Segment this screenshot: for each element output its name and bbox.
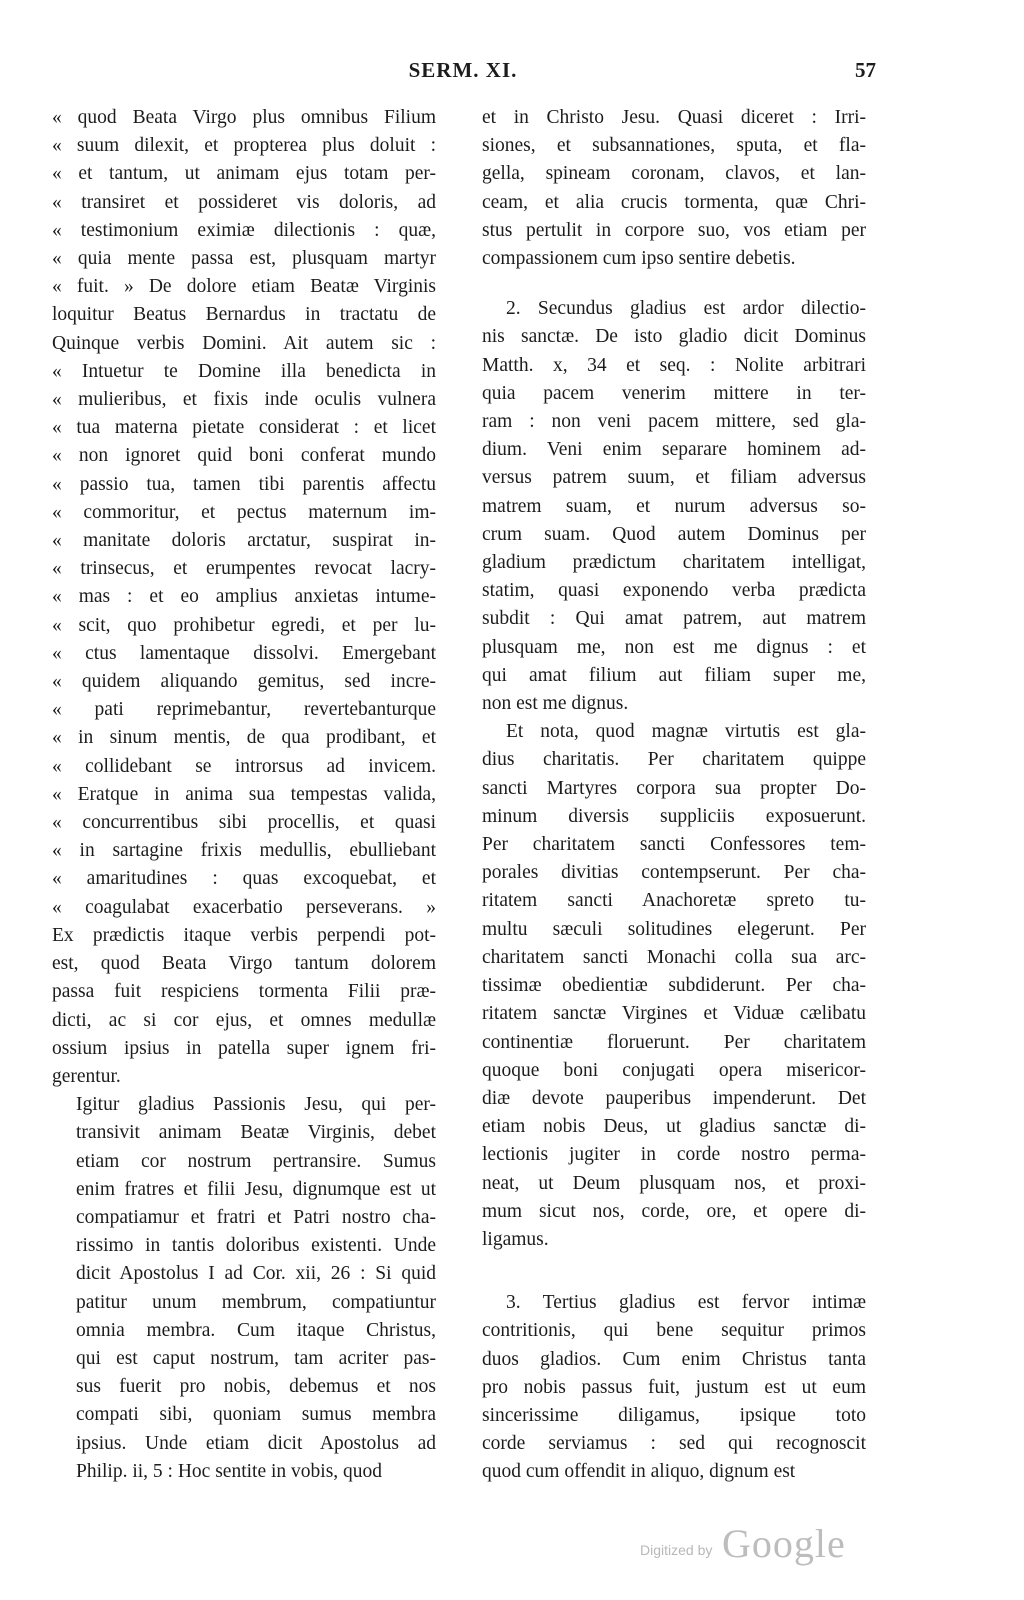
text-line: ipsius. Unde etiam dicit Apostolus ad xyxy=(76,1432,436,1454)
text-line: charitatem sancti Monachi colla sua arc- xyxy=(482,946,866,968)
text-line: « mulieribus, et fixis inde oculis vulnera xyxy=(52,389,436,411)
digitized-by-label: Digitized by xyxy=(640,1542,713,1558)
text-line: « in sartagine frixis medullis, ebulliebant xyxy=(52,840,436,862)
text-line: « trinsecus, et erumpentes revocat lacry- xyxy=(52,558,436,580)
text-line: sus fuerit pro nobis, debemus et nos xyxy=(76,1376,436,1398)
text-line: « manitate doloris arctatur, suspirat in- xyxy=(52,530,436,552)
text-line: « passio tua, tamen tibi parentis affectu xyxy=(52,473,436,495)
right-paragraph-1 xyxy=(482,104,866,273)
text-line: passa fuit respiciens tormenta Filii præ- xyxy=(52,981,436,1003)
text-line: nis sanctæ. De isto gladio dicit Dominus xyxy=(482,326,866,348)
text-line: et in Christo Jesu. Quasi diceret : Irri- xyxy=(482,107,866,128)
text-line: Quinque verbis Domini. Ait autem sic : xyxy=(52,332,436,354)
text-line: rissimo in tantis doloribus existenti. Unde xyxy=(76,1235,436,1257)
text-line: patitur unum membrum, compatiuntur xyxy=(76,1291,436,1313)
text-line: « coagulabat exacerbatio perseverans. » xyxy=(52,896,436,918)
text-line: « testimonium eximiæ dilectionis : quæ, xyxy=(52,219,436,241)
text-line: ram : non veni pacem mittere, sed gla- xyxy=(482,411,866,433)
text-line: etiam nobis Deus, ut gladius sanctæ di- xyxy=(482,1116,866,1138)
text-line: Et nota, quod magnæ virtutis est gla- xyxy=(506,721,866,743)
right-paragraph-4 xyxy=(482,1289,866,1486)
text-line: versus patrem suum, et filiam adversus xyxy=(482,467,866,489)
text-line: qui amat filium aut filiam super me, xyxy=(482,664,866,686)
text-line: non est me dignus. xyxy=(482,693,629,715)
text-line: « transiret et possideret vis doloris, ad xyxy=(52,191,436,213)
right-column xyxy=(482,104,866,1487)
text-line: qui est caput nostrum, tam acriter pas- xyxy=(76,1347,436,1369)
text-line: ritatem sancti Anachoretæ spreto tu- xyxy=(482,890,866,912)
text-line: « quod Beata Virgo plus omnibus Filium xyxy=(52,107,436,128)
page-number: 57 xyxy=(855,58,876,82)
text-line: stus pertulit in corpore suo, vos etiam per xyxy=(482,219,866,241)
text-line: Igitur gladius Passionis Jesu, qui per- xyxy=(76,1094,436,1116)
text-line: 3. Tertius gladius est fervor intimæ xyxy=(506,1292,866,1314)
text-line: continentiæ floruerunt. Per charitatem xyxy=(482,1031,866,1053)
text-line: porales divitias contempserunt. Per cha- xyxy=(482,862,866,884)
text-line: gerentur. xyxy=(52,1065,121,1087)
text-line: « in sinum mentis, de qua prodibant, et xyxy=(52,727,436,749)
text-line: gladium prædictum charitatem intelligat, xyxy=(482,552,866,574)
text-line: compatiamur et fratri et Patri nostro cha- xyxy=(76,1206,436,1228)
text-line: « Intuetur te Domine illa benedicta in xyxy=(52,360,436,382)
text-line: Per charitatem sancti Confessores tem- xyxy=(482,834,866,856)
text-line: sancti Martyres corpora sua propter Do- xyxy=(482,777,866,799)
left-column xyxy=(52,104,436,1486)
text-line: neat, ut Deum plusquam nos, et proxi- xyxy=(482,1172,866,1194)
text-line: dicti, ac si cor ejus, et omnes medullæ xyxy=(52,1009,436,1031)
text-line: pro nobis passus fuit, justum est ut eum xyxy=(482,1376,866,1398)
text-line: sincerissime diligamus, ipsique toto xyxy=(482,1404,866,1426)
text-line: diæ devote pauperibus impenderunt. Det xyxy=(482,1087,866,1109)
text-line: Matth. x, 34 et seq. : Nolite arbitrari xyxy=(482,354,866,376)
text-line: duos gladios. Cum enim Christus tanta xyxy=(482,1348,866,1370)
text-line: ritatem sanctæ Virgines et Viduæ cælibatu xyxy=(482,1003,866,1025)
text-line: gella, spineam coronam, clavos, et lan- xyxy=(482,163,866,185)
text-line: « concurrentibus sibi procellis, et quasi xyxy=(52,812,436,834)
right-paragraph-2 xyxy=(482,295,866,718)
text-line: « Eratque in anima sua tempestas valida, xyxy=(52,783,436,805)
text-line: « et tantum, ut animam ejus totam per- xyxy=(52,163,436,185)
text-line: est, quod Beata Virgo tantum dolorem xyxy=(52,953,436,975)
text-line: ceam, et alia crucis tormenta, quæ Chri- xyxy=(482,191,866,213)
text-line: Ex prædictis itaque verbis perpendi pot- xyxy=(52,924,436,946)
google-logo: Google xyxy=(722,1521,846,1566)
text-line: compati sibi, quoniam sumus membra xyxy=(76,1404,436,1426)
left-paragraph-1 xyxy=(52,104,436,1091)
text-line: 2. Secundus gladius est ardor dilectio- xyxy=(506,298,866,320)
text-line: « mas : et eo amplius anxietas intume- xyxy=(52,586,436,608)
text-line: omnia membra. Cum itaque Christus, xyxy=(76,1319,436,1341)
text-line: « fuit. » De dolore etiam Beatæ Virginis xyxy=(52,276,436,298)
text-line: etiam cor nostrum pertransire. Sumus xyxy=(76,1150,436,1172)
text-line: subdit : Qui amat patrem, aut matrem xyxy=(482,608,866,630)
text-line: « pati reprimebantur, revertebanturque xyxy=(52,699,436,721)
text-line: « ctus lamentaque dissolvi. Emergebant xyxy=(52,642,436,664)
text-line: matrem suam, et nurum adversus so- xyxy=(482,495,866,517)
text-line: « collidebant se introrsus ad invicem. xyxy=(52,755,436,777)
text-line: multu sæculi solitudines elegerunt. Per xyxy=(482,918,866,940)
text-line: ligamus. xyxy=(482,1228,549,1250)
digitization-footer xyxy=(640,1520,880,1570)
right-paragraph-3 xyxy=(482,718,866,1254)
text-line: crum suam. Quod autem Dominus per xyxy=(482,523,866,545)
text-line: contritionis, qui bene sequitur primos xyxy=(482,1320,866,1342)
text-line: loquitur Beatus Bernardus in tractatu de xyxy=(52,304,436,326)
text-line: quia pacem venerim mittere in ter- xyxy=(482,382,866,404)
text-line: « amaritudines : quas excoquebat, et xyxy=(52,868,436,890)
text-line: lectionis jugiter in corde nostro perma- xyxy=(482,1144,866,1166)
text-line: enim fratres et filii Jesu, dignumque est ut xyxy=(76,1178,436,1200)
text-line: dium. Veni enim separare hominem ad- xyxy=(482,439,866,461)
text-line: siones, et subsannationes, sputa, et fla- xyxy=(482,135,866,157)
text-line: ossium ipsius in patella super ignem fri- xyxy=(52,1037,436,1059)
text-line: « non ignoret quid boni conferat mundo xyxy=(52,445,436,467)
left-paragraph-2 xyxy=(52,1091,436,1486)
text-line: dicit Apostolus I ad Cor. xii, 26 : Si quid xyxy=(76,1263,436,1285)
text-line: « suum dilexit, et propterea plus doluit : xyxy=(52,135,436,157)
text-line: « commoritur, et pectus maternum im- xyxy=(52,501,436,523)
text-line: compassionem cum ipso sentire debetis. xyxy=(482,248,796,270)
text-line: « quia mente passa est, plusquam martyr xyxy=(52,248,436,270)
running-head: SERM. XI. xyxy=(408,58,518,82)
text-line: plusquam me, non est me dignus : et xyxy=(482,636,866,658)
text-line: transivit animam Beatæ Virginis, debet xyxy=(76,1122,436,1144)
text-line: minum diversis suppliciis exposuerunt. xyxy=(482,805,866,827)
page-header xyxy=(50,58,876,88)
text-line: dius charitatis. Per charitatem quippe xyxy=(482,749,866,771)
text-line: « tua materna pietate considerat : et licet xyxy=(52,417,436,439)
text-line: statim, quasi exponendo verba prædicta xyxy=(482,580,866,602)
text-line: quoque boni conjugati opera misericor- xyxy=(482,1059,866,1081)
text-line: corde serviamus : sed qui recognoscit xyxy=(482,1433,866,1455)
text-line: Philip. ii, 5 : Hoc sentite in vobis, quod xyxy=(76,1460,383,1482)
text-line: quod cum offendit in aliquo, dignum est xyxy=(482,1461,796,1483)
text-line: « scit, quo prohibetur egredi, et per lu- xyxy=(52,614,436,636)
text-line: « quidem aliquando gemitus, sed incre- xyxy=(52,671,436,693)
text-line: mum sicut nos, corde, ore, et opere di- xyxy=(482,1200,866,1222)
text-line: tissimæ obedientiæ subdiderunt. Per cha- xyxy=(482,975,866,997)
